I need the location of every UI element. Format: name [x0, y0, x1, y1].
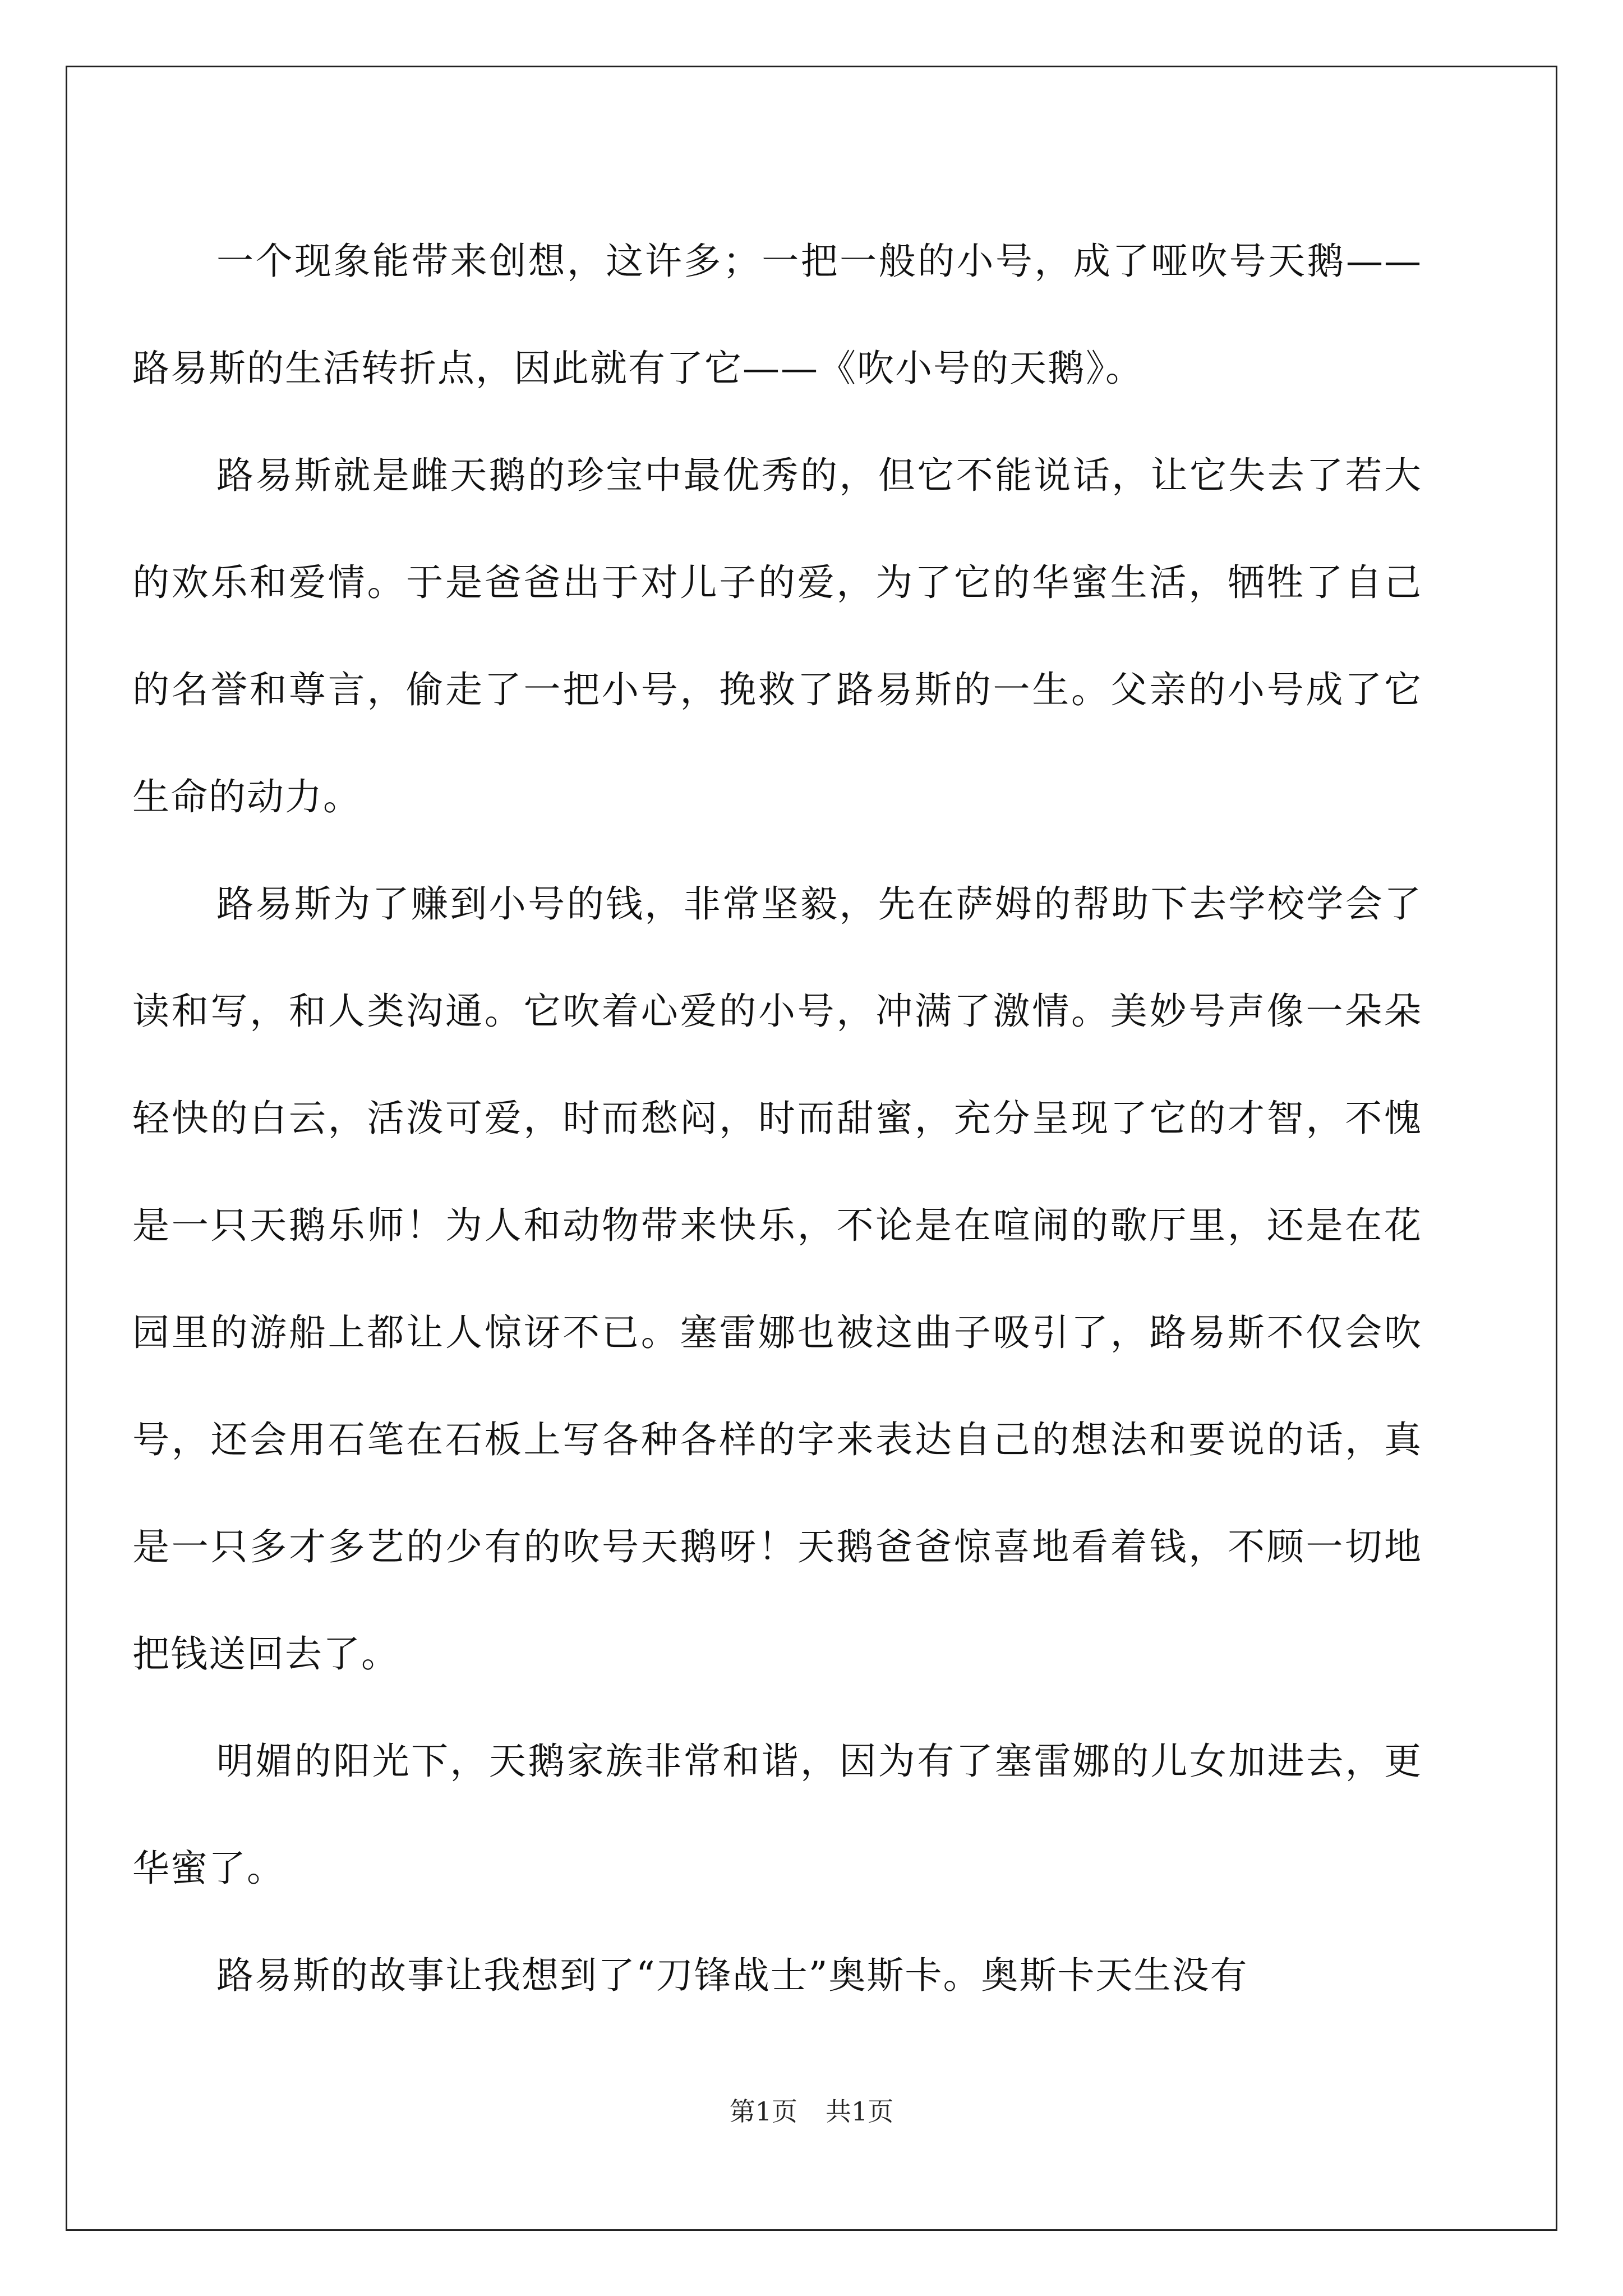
paragraph: 明媚的阳光下，天鹅家族非常和谐，因为有了塞雷娜的儿女加进去，更华蜜了。 — [132, 1740, 1422, 1890]
page-number-total: 共1页 — [826, 2096, 894, 2127]
document-body — [132, 208, 1422, 2029]
paragraph: 一个现象能带来创想，这许多；一把一般的小号，成了哑吹号天鹅——路易斯的生活转折点，因此就有了它——《吹小号的天鹅》。 — [132, 240, 1422, 390]
page-number-current: 第1页 — [729, 2096, 797, 2127]
paragraph: 路易斯就是雌天鹅的珍宝中最优秀的，但它不能说话，让它失去了若大的欢乐和爱情。于是爸爸出于对儿子的爱，为了它的华蜜生活，牺牲了自己的名誉和尊言，偷走了一把小号，挽救了路易斯的一生。父亲的小号成了它生命的动力。 — [132, 454, 1422, 818]
paragraph: 路易斯的故事让我想到了“刀锋战士”奥斯卡。奥斯卡天生没有 — [216, 1954, 1248, 1997]
paragraph: 路易斯为了赚到小号的钱，非常坚毅，先在萨姆的帮助下去学校学会了读和写，和人类沟通。它吹着心爱的小号，冲满了激情。美妙号声像一朵朵轻快的白云，活泼可爱，时而愁闷，时而甜蜜，充分呈现了它的才智，不愧是一只天鹅乐师！为人和动物带来快乐，不论是在喧闹的歌厅里，还是在花园里的游船上都让人惊讶不已。塞雷娜也被这曲子吸引了，路易斯不仅会吹号，还会用石笔在石板上写各种各样的字来表达自己的想法和要说的话，真是一只多才多艺的少有的吹号天鹅呀！天鹅爸爸惊喜地看着钱，不顾一切地把钱送回去了。 — [132, 882, 1422, 1676]
page-footer — [0, 2091, 1623, 2128]
